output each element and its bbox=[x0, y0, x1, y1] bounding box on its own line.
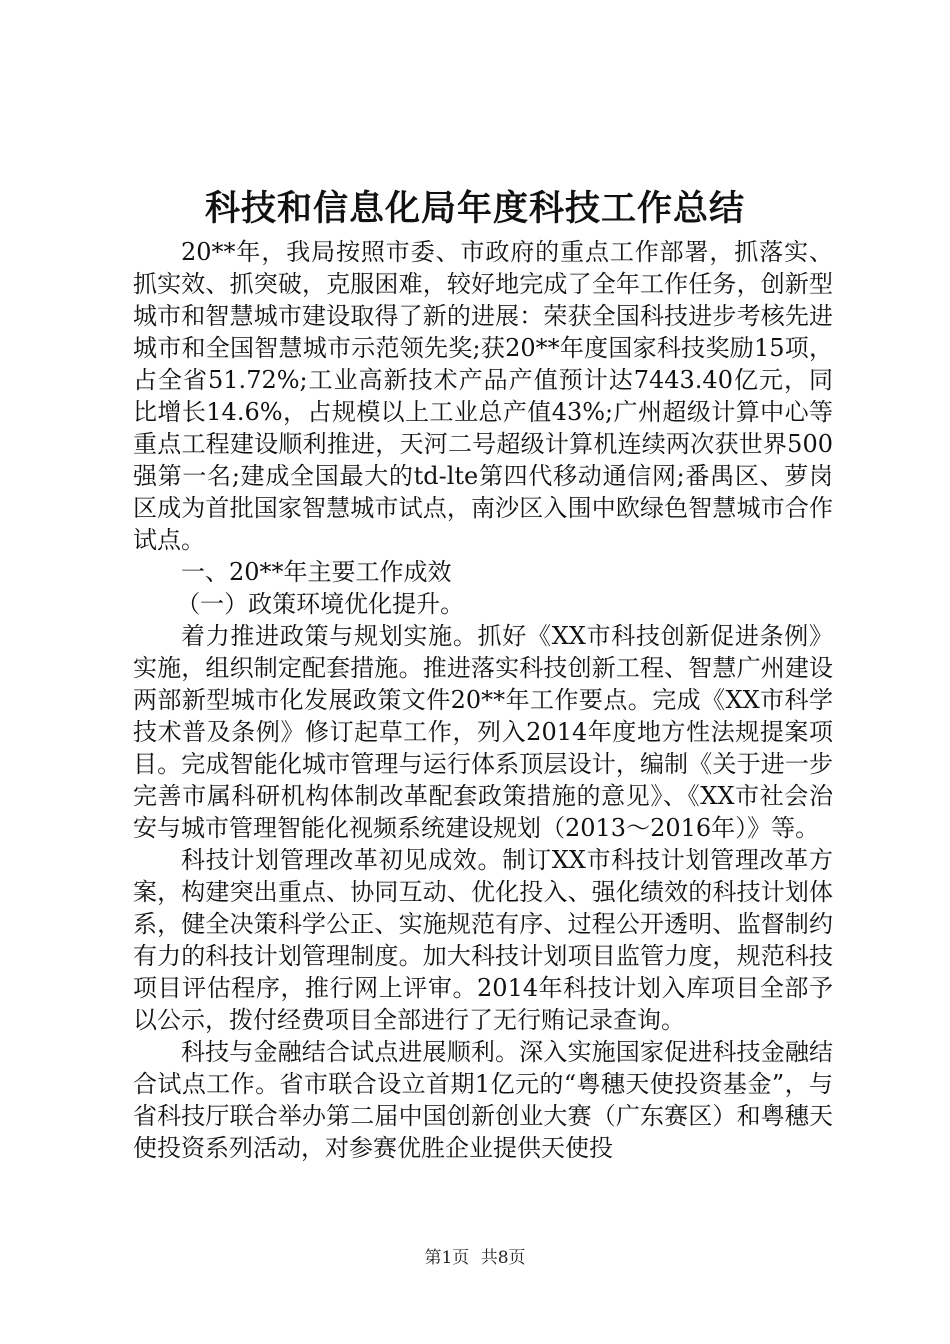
page-footer bbox=[0, 1247, 950, 1269]
policy-paragraph: 着力推进政策与规划实施。抓好《XX市科技创新促进条例》实施，组织制定配套措施。推进落实科技创新工程、智慧广州建设两部新型城市化发展政策文件20**年工作要点。完成《XX市科学技术普及条例》修订起草工作，列入2014年度地方性法规提案项目。完成智能化城市管理与运行体系顶层设计，编制《关于进一步完善市属科研机构体制改革配套政策措施的意见》、《XX市社会治安与城市管理智能化视频系统建设规划（2013～2016年）》等。 bbox=[133, 622, 833, 842]
page-total: 共8页 bbox=[480, 1248, 526, 1268]
finance-paragraph: 科技与金融结合试点进展顺利。深入实施国家促进科技金融结合试点工作。省市联合设立首期1亿元的“粤穗天使投资基金”，与省科技厅联合举办第二届中国创新创业大赛（广东赛区）和粤穗天使投资系列活动，对参赛优胜企业提供天使投 bbox=[133, 1038, 833, 1162]
subsection-heading: （一）政策环境优化提升。 bbox=[176, 590, 465, 618]
plan-reform-paragraph: 科技计划管理改革初见成效。制订XX市科技计划管理改革方案，构建突出重点、协同互动、优化投入、强化绩效的科技计划体系，健全决策科学公正、实施规范有序、过程公开透明、监督制约有力的科技计划管理制度。加大科技计划项目监管力度，规范科技项目评估程序，推行网上评审。2014年科技计划入库项目全部予以公示，拨付经费项目全部进行了无行贿记录查询。 bbox=[133, 846, 833, 1034]
document-body bbox=[133, 236, 833, 1164]
page-number: 第1页 bbox=[424, 1248, 470, 1268]
section-heading: 一、20**年主要工作成效 bbox=[181, 558, 452, 586]
document-title: 科技和信息化局年度科技工作总结 bbox=[204, 188, 745, 229]
intro-paragraph: 20**年，我局按照市委、市政府的重点工作部署，抓落实、抓实效、抓突破，克服困难，较好地完成了全年工作任务，创新型城市和智慧城市建设取得了新的进展：荣获全国科技进步考核先进城市和全国智慧城市示范领先奖;获20**年度国家科技奖励15项，占全省51.72%;工业高新技术产品产值预计达7443.40亿元，同比增长14.6%，占规模以上工业总产值43%;广州超级计算中心等重点工程建设顺利推进，天河二号超级计算机连续两次获世界500强第一名;建成全国最大的td-lte第四代移动通信网;番禺区、萝岗区成为首批国家智慧城市试点，南沙区入围中欧绿色智慧城市合作试点。 bbox=[133, 238, 833, 554]
